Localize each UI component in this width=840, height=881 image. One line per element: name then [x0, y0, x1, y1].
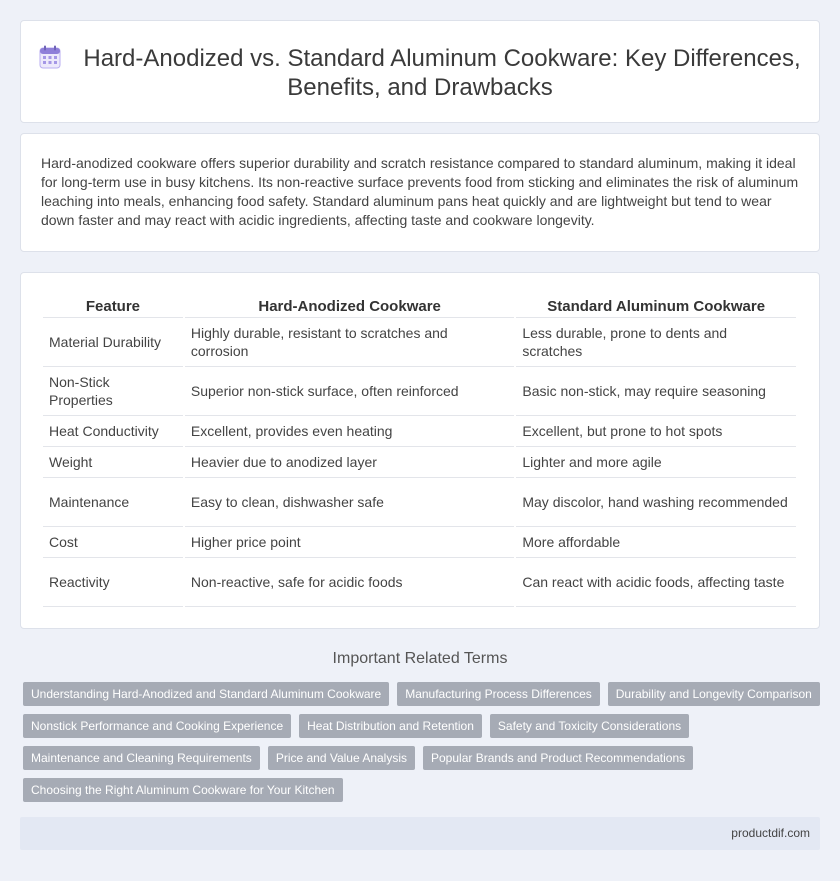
related-term-tag[interactable]: Durability and Longevity Comparison: [608, 682, 820, 706]
header-standard-aluminum: Standard Aluminum Cookware: [516, 295, 796, 318]
standard-aluminum-cell: Basic non-stick, may require seasoning: [516, 367, 796, 416]
related-term-tag[interactable]: Choosing the Right Aluminum Cookware for Your Kitchen: [23, 778, 343, 802]
hard-anodized-cell: Heavier due to anodized layer: [185, 447, 514, 478]
table-row: [43, 447, 796, 478]
table-row: [43, 527, 796, 558]
feature-cell: Weight: [43, 447, 183, 478]
header-hard-anodized: Hard-Anodized Cookware: [185, 295, 514, 318]
page-title: Hard-Anodized vs. Standard Aluminum Cookware: Key Differences, Benefits, and Drawbacks: [83, 45, 801, 101]
header-feature: Feature: [43, 295, 183, 318]
hard-anodized-cell: Highly durable, resistant to scratches and corrosion: [185, 318, 514, 367]
page-title-wrap: [21, 44, 819, 102]
standard-aluminum-cell: More affordable: [516, 527, 796, 558]
comparison-card: [20, 272, 820, 629]
related-term-tag[interactable]: Nonstick Performance and Cooking Experience: [23, 714, 291, 738]
standard-aluminum-cell: Lighter and more agile: [516, 447, 796, 478]
related-term-tag[interactable]: Understanding Hard-Anodized and Standard Aluminum Cookware: [23, 682, 389, 706]
table-header-row: [43, 295, 796, 318]
table-row: [43, 558, 796, 607]
intro-paragraph: Hard-anodized cookware offers superior durability and scratch resistance compared to standard aluminum, making it ideal for long-term use in busy kitchens. Its non-reactive surface prevents food from sticking and eliminates the risk of aluminum leaching into meals, enhancing food safety. Standard aluminum pans heat quickly and are lightweight but tend to wear down faster and may react with acidic ingredients, affecting taste and cookware longevity.: [41, 155, 799, 228]
table-row: [43, 416, 796, 447]
standard-aluminum-cell: Excellent, but prone to hot spots: [516, 416, 796, 447]
hard-anodized-cell: Easy to clean, dishwasher safe: [185, 478, 514, 527]
table-row: [43, 367, 796, 416]
related-term-tag[interactable]: Heat Distribution and Retention: [299, 714, 482, 738]
feature-cell: Cost: [43, 527, 183, 558]
footer-site-link[interactable]: productdif.com: [731, 826, 810, 840]
hard-anodized-cell: Superior non-stick surface, often reinforced: [185, 367, 514, 416]
intro-card: [20, 133, 820, 252]
hard-anodized-cell: Excellent, provides even heating: [185, 416, 514, 447]
table-row: [43, 478, 796, 527]
footer: [20, 817, 820, 850]
feature-cell: Material Durability: [43, 318, 183, 367]
related-terms-heading: Important Related Terms: [332, 650, 508, 667]
hard-anodized-cell: Higher price point: [185, 527, 514, 558]
calendar-icon: [39, 45, 61, 69]
comparison-table: [41, 295, 798, 607]
related-terms-tags: [23, 682, 821, 802]
related-term-tag[interactable]: Price and Value Analysis: [268, 746, 415, 770]
feature-cell: Heat Conductivity: [43, 416, 183, 447]
hard-anodized-cell: Non-reactive, safe for acidic foods: [185, 558, 514, 607]
feature-cell: Reactivity: [43, 558, 183, 607]
table-row: [43, 318, 796, 367]
title-card: [20, 20, 820, 123]
standard-aluminum-cell: Can react with acidic foods, affecting taste: [516, 558, 796, 607]
standard-aluminum-cell: Less durable, prone to dents and scratches: [516, 318, 796, 367]
related-term-tag[interactable]: Maintenance and Cleaning Requirements: [23, 746, 260, 770]
related-term-tag[interactable]: Safety and Toxicity Considerations: [490, 714, 689, 738]
related-term-tag[interactable]: Popular Brands and Product Recommendations: [423, 746, 693, 770]
related-term-tag[interactable]: Manufacturing Process Differences: [397, 682, 600, 706]
standard-aluminum-cell: May discolor, hand washing recommended: [516, 478, 796, 527]
feature-cell: Non-Stick Properties: [43, 367, 183, 416]
feature-cell: Maintenance: [43, 478, 183, 527]
